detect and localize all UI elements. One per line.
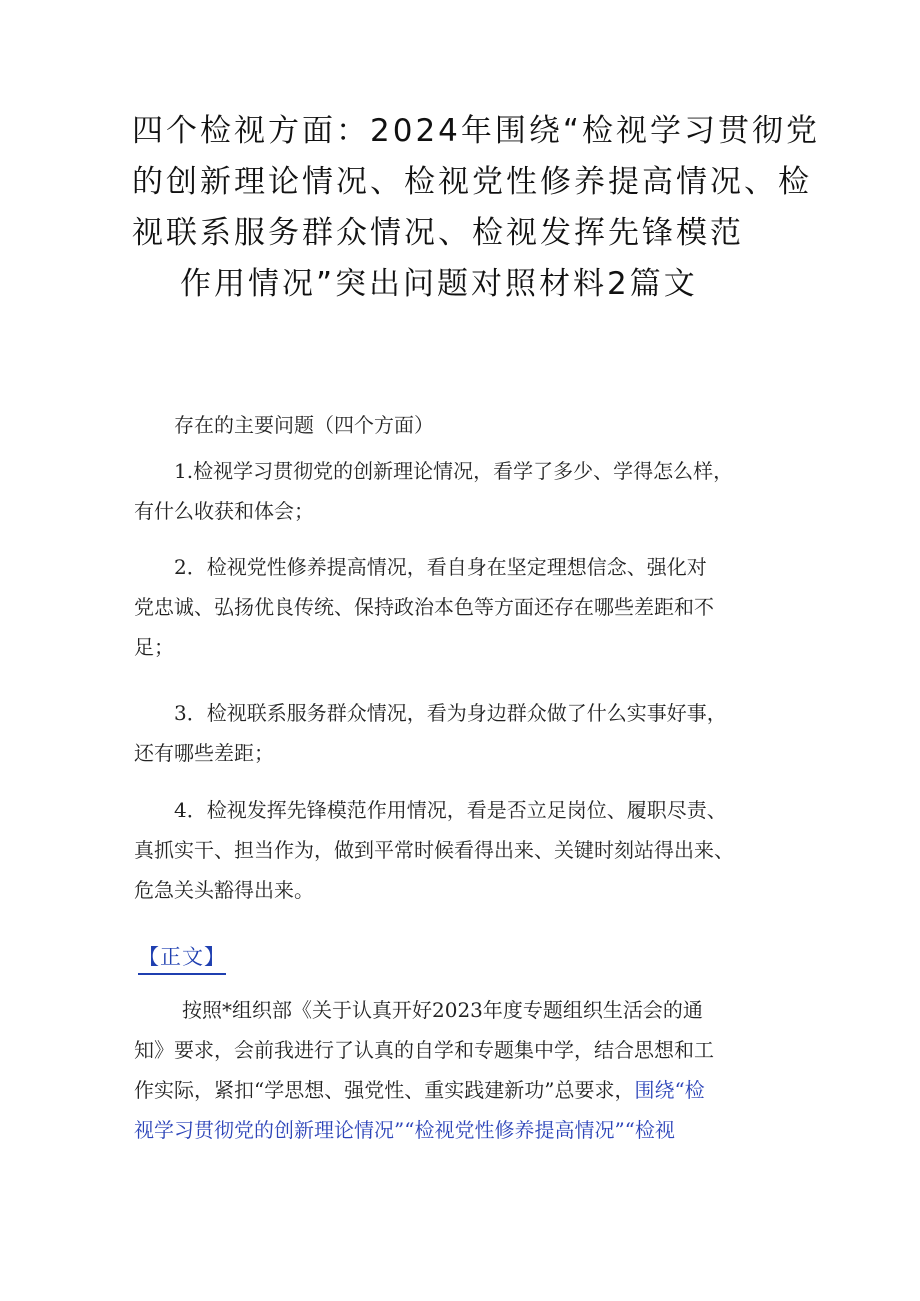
title-line: 作用情况”突出问题对照材料2篇文: [180, 266, 698, 302]
item-line: 有什么收获和体会；: [134, 499, 314, 523]
intro-line: [134, 1070, 814, 1110]
item-line: 3．检视联系服务群众情况，看为身边群众做了什么实事好事，: [174, 701, 727, 725]
main-text-tag[interactable]: 【正文】: [138, 942, 226, 975]
item-1: [134, 451, 814, 531]
item-line: 真抓实干、担当作为，做到平常时候看得出来、关键时刻站得出来、: [134, 838, 734, 862]
item-line: 危急关头豁得出来。: [134, 878, 314, 902]
intro-text: 作实际，紧扣“学思想、强党性、重实践建新功”总要求，: [134, 1078, 635, 1102]
item-line: 还有哪些差距；: [134, 741, 274, 765]
item-line: 2．检视党性修养提高情况，看自身在坚定理想信念、强化对: [174, 555, 707, 579]
item-line: 足；: [134, 635, 174, 659]
intro-paragraph: [134, 990, 814, 1150]
highlight-text: 围绕“检: [634, 1078, 705, 1102]
section-heading: 存在的主要问题（四个方面）: [174, 413, 434, 437]
item-3: [134, 693, 814, 773]
title-line: 四个检视方面：2024年围绕“检视学习贯彻党: [132, 113, 820, 149]
intro-line: 按照*组织部《关于认真开好2023年度专题组织生活会的通: [182, 998, 703, 1022]
item-2: [134, 547, 814, 667]
document-title: [132, 106, 832, 310]
item-4: [134, 790, 814, 910]
problems-section: [134, 405, 814, 445]
item-line: 1.检视学习贯彻党的创新理论情况，看学了多少、学得怎么样，: [174, 459, 734, 483]
highlight-line: 视学习贯彻党的创新理论情况”“检视党性修养提高情况”“检视: [134, 1118, 675, 1142]
intro-line: 知》要求，会前我进行了认真的自学和专题集中学，结合思想和工: [134, 1038, 714, 1062]
item-line: 4．检视发挥先锋模范作用情况，看是否立足岗位、履职尽责、: [174, 798, 727, 822]
item-line: 党忠诚、弘扬优良传统、保持政治本色等方面还存在哪些差距和不: [134, 595, 714, 619]
title-line: 的创新理论情况、检视党性修养提高情况、检: [132, 164, 812, 200]
title-line: 视联系服务群众情况、检视发挥先锋模范: [132, 215, 744, 251]
